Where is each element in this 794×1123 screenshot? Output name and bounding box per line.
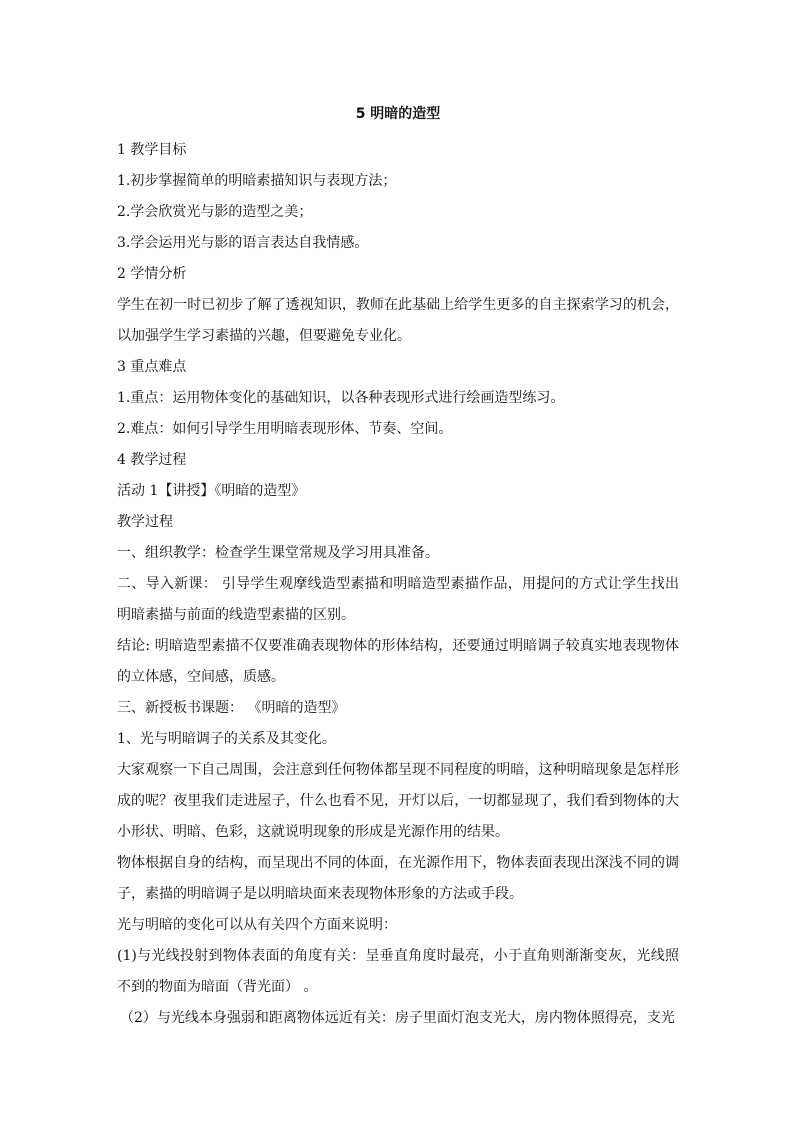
subsection-light-and-tone: 1、光与明暗调子的关系及其变化。 <box>117 731 336 747</box>
section-heading-learner-analysis: 2 学情分析 <box>117 266 187 282</box>
learner-analysis-paragraph: 学生在初一时已初步了解了透视知识，教师在此基础上给学生更多的自主探索学习的机会，以加强学生学习素描的兴趣，但要避免专业化。 <box>117 297 679 344</box>
step-organize-teaching: 一、组织教学：检查学生课堂常规及学习用具准备。 <box>117 545 439 561</box>
structure-paragraph: 物体根据自身的结构，而呈现出不同的体面，在光源作用下，物体表面表现出深浅不同的调子，素描的明暗调子是以明暗块面来表现物体形象的方法或手段。 <box>117 855 679 902</box>
difficulty-item: 2.难点：如何引导学生用明暗表现形体、节奏、空间。 <box>117 421 453 437</box>
process-subheading: 教学过程 <box>117 514 173 530</box>
document-title: 5 明暗的造型 <box>355 106 441 122</box>
activity-heading: 活动 1【讲授】《明暗的造型》 <box>117 483 306 499</box>
document-body <box>117 104 679 1034</box>
goal-item-1: 1.初步掌握简单的明暗素描知识与表现方法； <box>117 173 397 189</box>
four-aspects-intro: 光与明暗的变化可以从有关四个方面来说明： <box>117 917 397 933</box>
observation-paragraph: 大家观察一下自己周围，会注意到任何物体都呈现不同程度的明暗，这种明暗现象是怎样形成的呢？夜里我们走进屋子，什么也看不见，开灯以后，一切都显现了，我们看到物体的大小形状、明暗、色彩，这就说明现象的形成是光源作用的结果。 <box>117 762 679 840</box>
aspect-2-paragraph: （2）与光线本身强弱和距离物体远近有关：房子里面灯泡支光大，房内物体照得亮，支光 <box>120 1010 675 1026</box>
step-introduce-lesson: 二、导入新课： 引导学生观摩线造型素描和明暗造型素描作品，用提问的方式让学生找出明暗素描与前面的线造型素描的区别。 <box>117 576 679 623</box>
section-heading-key-points: 3 重点难点 <box>117 359 187 375</box>
aspect-1-paragraph: (1)与光线投射到物体表面的角度有关：呈垂直角度时最亮，小于直角则渐渐变灰，光线照不到的物面为暗面（背光面） 。 <box>117 948 679 995</box>
step-new-lesson: 三、新授板书课题： 《明暗的造型》 <box>117 700 346 716</box>
goal-item-2: 2.学会欣赏光与影的造型之美； <box>117 204 313 220</box>
section-heading-teaching-process: 4 教学过程 <box>117 452 187 468</box>
section-heading-teaching-goals: 1 教学目标 <box>117 142 187 158</box>
key-point-item: 1.重点：运用物体变化的基础知识，以各种表现形式进行绘画造型练习。 <box>117 390 565 406</box>
goal-item-3: 3.学会运用光与影的语言表达自我情感。 <box>117 235 369 251</box>
conclusion-paragraph: 结论: 明暗造型素描不仅要准确表现物体的形体结构，还要通过明暗调子较真实地表现物体的立体感，空间感，质感。 <box>117 638 679 685</box>
